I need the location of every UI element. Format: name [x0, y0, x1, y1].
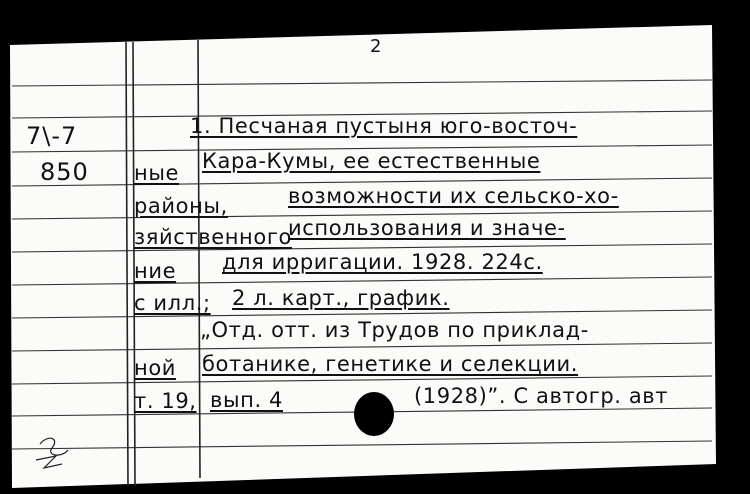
card-text-line: возможности их сельско-хо-: [288, 184, 619, 208]
card-text-line: (1928)”. С автогр. авт: [414, 384, 669, 408]
card-text-line: „Отд. отт. из Трудов по приклад-: [200, 318, 589, 342]
margin-fragment: т. 19,: [134, 389, 197, 413]
punch-hole: [354, 392, 394, 436]
card-text-line: 2 л. карт., график.: [232, 286, 450, 310]
margin-fragment: ние: [134, 259, 177, 283]
call-number-line-1: 7\-7: [26, 122, 78, 150]
margin-fragment: ной: [134, 356, 177, 380]
card-text-line: ботанике, генетике и селекции.: [202, 352, 579, 376]
call-number-line-2: 850: [40, 158, 89, 186]
card-text-line: использования и значе-: [288, 216, 566, 240]
card-text-line: для ирригации. 1928. 224с.: [222, 250, 543, 274]
margin-fragment: ные: [134, 161, 180, 185]
margin-fragment: с илл.;: [134, 291, 211, 315]
margin-fragment: зяйственного: [134, 225, 292, 249]
page-number: 2: [370, 36, 383, 57]
card-text-line: Кара-Кумы, ее естественные: [202, 149, 541, 173]
card-text-line: 1. Песчаная пустыня юго-восточ-: [190, 114, 578, 138]
card-text-line: вып. 4: [210, 388, 283, 412]
margin-fragment: районы,: [134, 194, 228, 218]
